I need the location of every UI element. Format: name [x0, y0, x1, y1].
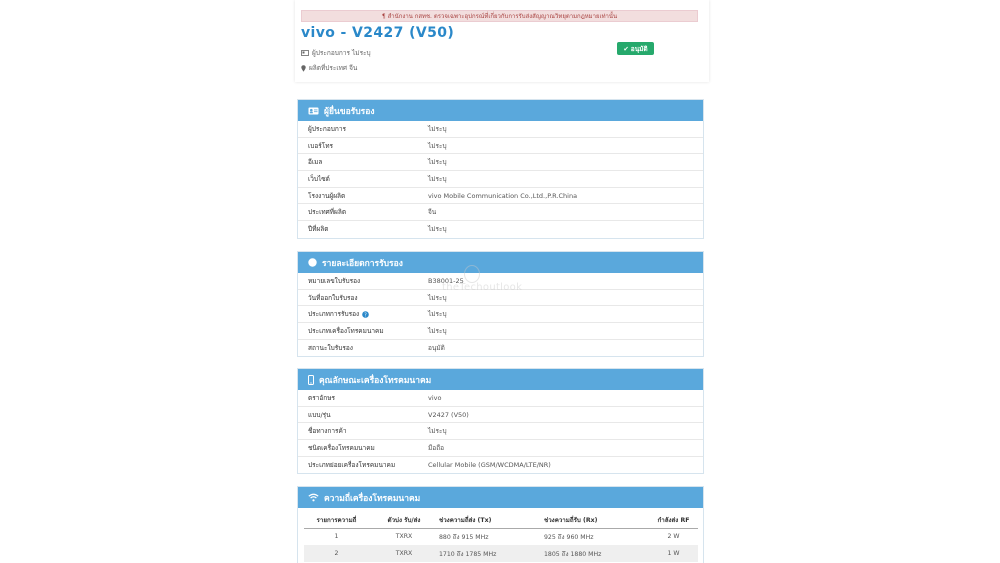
nbtc-notice-banner: ¶ สำนักงาน กสทช. ตรวจเฉพาะอุปกรณ์ที่เกี่ยวกับการรับส่งสัญญาณวิทยุตามกฎหมายเท่านั้น [301, 10, 698, 22]
table-cell: 1710 ถึง 1785 MHz [439, 545, 544, 562]
table-cell: 2 W [667, 533, 680, 541]
info-row [298, 323, 703, 340]
info-value: ไม่ระบุ [428, 124, 447, 133]
table-cell: 2 [304, 545, 369, 562]
info-circle-icon [308, 258, 317, 267]
info-label: ประเทศที่ผลิต [308, 208, 347, 217]
info-label: อีเมล [308, 158, 323, 167]
column-header: ตัวบ่ง รับ/ส่ง [369, 512, 439, 528]
column-header: รายการความถี่ [304, 512, 369, 528]
table-cell: 880 ถึง 915 MHz [439, 533, 489, 541]
info-row [298, 204, 703, 221]
info-value: ไม่ระบุ [428, 293, 447, 302]
map-marker-icon [301, 65, 306, 72]
info-label: เบอร์โทร [308, 141, 334, 150]
table-cell: 925 ถึง 960 MHz [544, 533, 594, 541]
column-header: ช่วงความถี่รับ (Rx) [544, 512, 649, 528]
info-value: ไม่ระบุ [428, 158, 447, 167]
info-row [298, 290, 703, 307]
info-label: แบบ/รุ่น [308, 410, 331, 419]
frequency-panel-title: ความถี่เครื่องโทรคมนาคม [324, 493, 421, 504]
info-label: ประเภทย่อยเครื่องโทรคมนาคม [308, 461, 396, 470]
info-row [298, 273, 703, 290]
info-label: ชื่อทางการค้า [308, 427, 347, 436]
info-row [298, 423, 703, 440]
info-row [298, 154, 703, 171]
certification-panel-header [298, 252, 703, 273]
info-row [298, 221, 703, 238]
info-value: มือถือ [428, 443, 445, 452]
info-label: ตราอักษร [308, 393, 335, 402]
info-value: vivo Mobile Communication Co.,Ltd.,P.R.China [428, 191, 578, 200]
applicant-panel-title: ผู้ยื่นขอรับรอง [324, 106, 375, 117]
device-panel-header [298, 369, 703, 390]
info-label: ปีที่ผลิต [308, 225, 329, 234]
info-label: ชนิดเครื่องโทรคมนาคม [308, 443, 375, 452]
certification-panel [297, 251, 704, 357]
info-label: ประเภทเครื่องโทรคมนาคม [308, 326, 384, 335]
info-value: ไม่ระบุ [428, 326, 447, 335]
info-value: vivo [428, 393, 442, 402]
info-value: ไม่ระบุ [428, 141, 447, 150]
info-value: ไม่ระบุ [428, 427, 447, 436]
info-row [298, 171, 703, 188]
certification-panel-title: รายละเอียดการรับรอง [322, 258, 403, 269]
column-header: ช่วงความถี่ส่ง (Tx) [439, 512, 544, 528]
info-row [298, 340, 703, 357]
info-row [298, 188, 703, 205]
device-panel [297, 368, 704, 474]
device-header-card [295, 0, 709, 82]
info-label: เว็บไซต์ [308, 174, 330, 183]
applicant-panel-header [298, 100, 703, 121]
device-panel-title: คุณลักษณะเครื่องโทรคมนาคม [319, 375, 432, 386]
info-value: Cellular Mobile (GSM/WCDMA/LTE/NR) [428, 461, 551, 470]
info-value: อนุมัติ [428, 344, 445, 353]
info-row [298, 390, 703, 407]
id-card-icon [301, 50, 309, 56]
info-row [298, 407, 703, 424]
mobile-phone-icon [308, 375, 314, 385]
frequency-table [304, 512, 698, 562]
question-circle-icon[interactable] [362, 311, 369, 318]
table-header-row [304, 512, 698, 528]
info-label: วันที่ออกใบรับรอง [308, 293, 358, 302]
table-cell: 1 W [649, 545, 698, 562]
info-row [298, 138, 703, 155]
info-label: สถานะใบรับรอง [308, 344, 353, 353]
check-icon: ✔ [623, 44, 629, 53]
svg-text:?: ? [364, 312, 367, 318]
info-value: จีน [428, 208, 437, 217]
info-value: ไม่ระบุ [428, 174, 447, 183]
info-label: หมายเลขใบรับรอง [308, 276, 361, 285]
manufacturer-line [301, 48, 371, 58]
origin-text: ผลิตที่ประเทศ จีน [309, 64, 358, 72]
info-label: ประเภทการรับรอง ? [298, 309, 428, 319]
table-cell: TXRX [369, 545, 439, 562]
column-header: กำลังส่ง RF [649, 512, 698, 528]
table-cell: TXRX [395, 533, 413, 541]
manufacturer-text: ผู้ประกอบการ ไม่ระบุ [312, 49, 371, 57]
info-row [298, 121, 703, 138]
watermark-text: theTechoutlook [442, 282, 523, 293]
table-cell: 1805 ถึง 1880 MHz [544, 545, 649, 562]
info-row [298, 457, 703, 474]
table-cell: 1 [334, 533, 339, 541]
table-row [304, 528, 698, 545]
frequency-panel [297, 486, 704, 563]
page-title: vivo - V2427 (V50) [301, 25, 455, 41]
info-value: B38001-25 [428, 276, 464, 285]
info-label: ผู้ประกอบการ [308, 124, 346, 133]
info-value: ไม่ระบุ [428, 225, 447, 234]
table-row [304, 545, 698, 562]
origin-line [301, 63, 357, 73]
info-row [298, 440, 703, 457]
info-value: ไม่ระบุ [428, 310, 447, 319]
frequency-panel-header [298, 487, 703, 508]
approved-status-badge: ✔ อนุมัติ [617, 42, 654, 55]
wifi-icon [308, 493, 319, 502]
info-value: V2427 (V50) [428, 410, 469, 419]
info-label: โรงงานผู้ผลิต [308, 191, 346, 200]
applicant-panel [297, 99, 704, 239]
info-row [298, 306, 703, 323]
address-card-icon [308, 107, 319, 115]
